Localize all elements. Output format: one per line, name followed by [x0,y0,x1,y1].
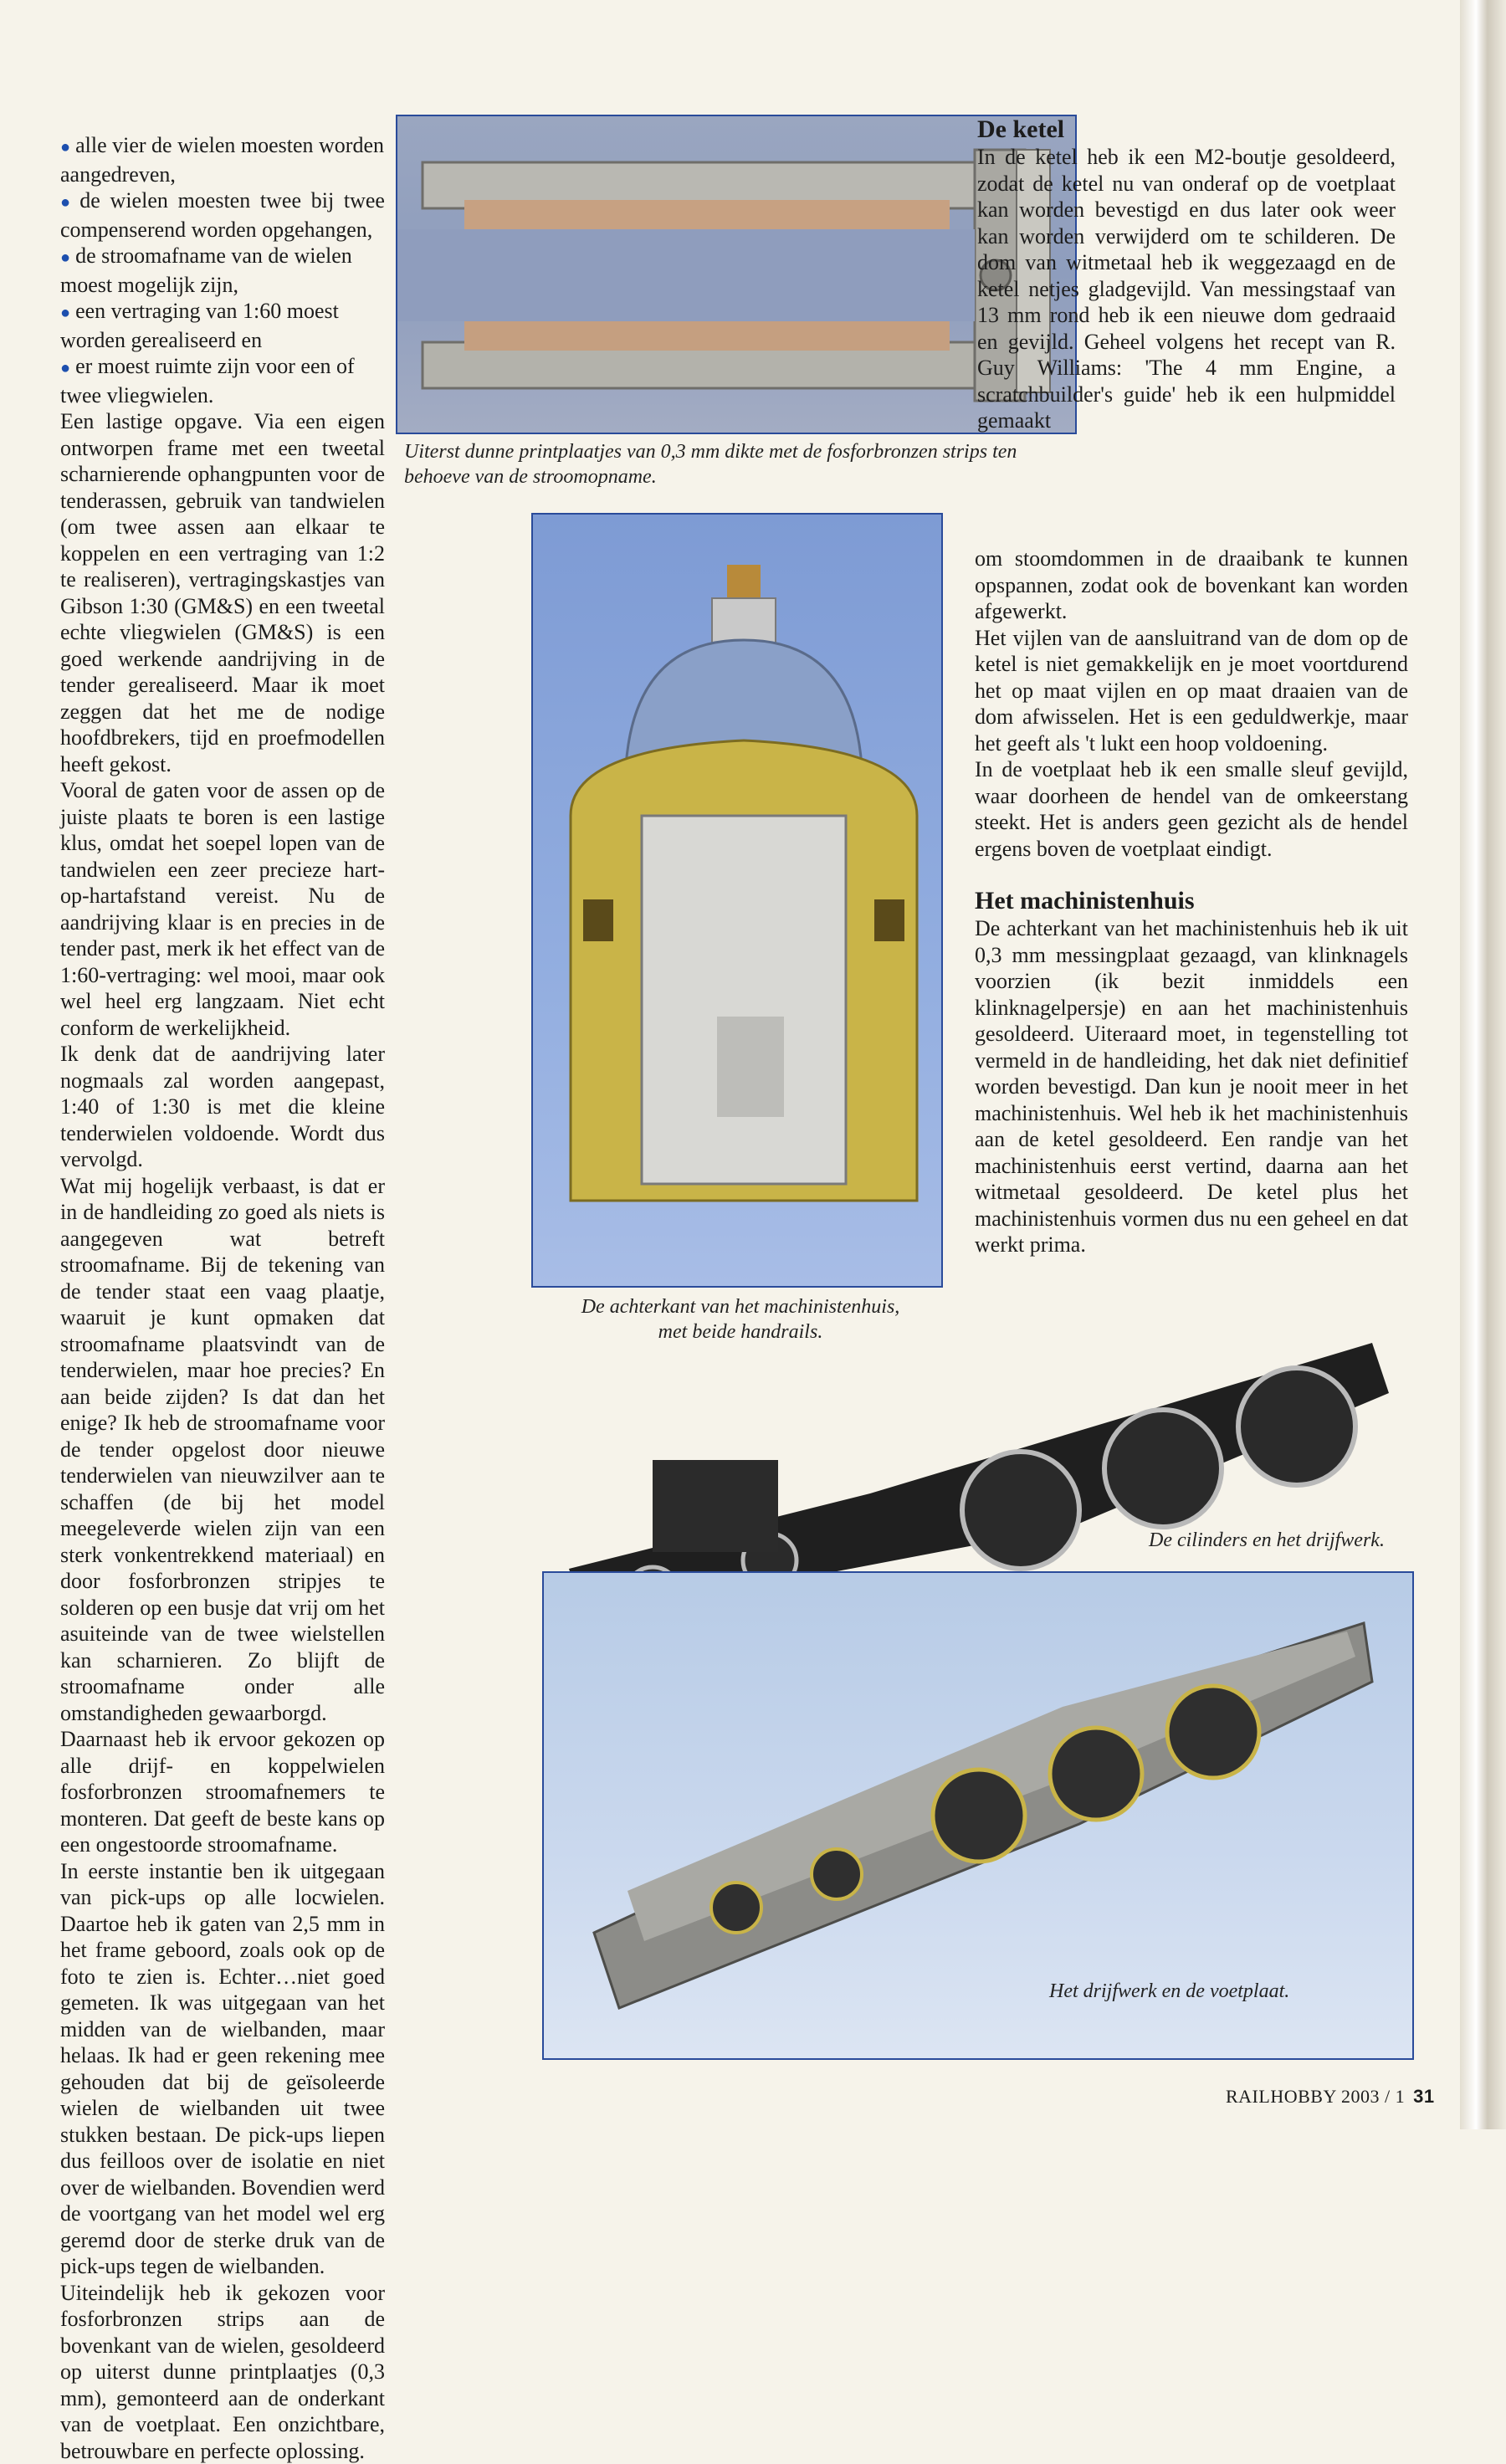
body-paragraph: Uiteindelijk heb ik gekozen voor fosforbronzen strips aan de bovenkant van de wielen, gesoldeerd op uiterst dunne printplaatjes (0,3 mm), gemonteerd aan de onderkant van de voetplaat. Een onzichtbare, betrouwbare en perfecte oplossing. [60,2280,385,2464]
bullet-item: ● er moest ruimte zijn voor een of twee vliegwielen. [60,353,385,408]
section-heading: Het machinistenhuis [975,887,1408,915]
body-paragraph: In de ketel heb ik een M2-boutje gesoldeerd, zodat de ketel nu van onderaf op de voetplaat kan worden bevestigd en dus later ook weer kan worden verwijderd om te schilderen. De dom van witmetaal heb ik weggezaagd en de ketel netjes gladgevijld. Van messingstaaf van 13 mm rond heb ik een nieuwe dom gedraaid en gevijld. Geheel volgens het recept van R. Guy Williams: 'The 4 mm Engine, a scratchbuilder's guide' heb ik een hulpmiddel gemaakt [977,144,1396,434]
bullet-item: ● een vertraging van 1:60 moest worden gerealiseerd en [60,298,385,353]
photo-frame-pickups [396,115,1077,434]
bullet-icon: ● [60,359,70,377]
ketel-section [977,115,1408,434]
bullet-icon: ● [60,248,70,267]
photo-cab-rear [531,513,943,1288]
body-paragraph: Een lastige opgave. Via een eigen ontworpen frame met een tweetal scharnierende ophangpunten voor de tenderassen, gebruik van tandwielen (om twee assen aan elkaar te koppelen en een vertraging van 1:2 te realiseren), vertragingskastjes van Gibson 1:30 (GM&S) en een tweetal echte vliegwielen (GM&S) is een goed werkende aandrijving in de tender gerealiseerd. Maar ik moet zeggen dat het me de nodige hoofdbrekers, tijd en proefmodellen heeft gekost. [60,408,385,777]
ketel-section-wide [975,546,1408,1258]
bullet-icon: ● [60,193,74,212]
caption-photo3: De cilinders en het drijfwerk. [1149,1528,1416,1553]
cab-illustration [533,515,941,1286]
body-paragraph: Het vijlen van de aansluitrand van de dom op de ketel is niet gemakkelijk en je moet voortdurend het op maat vijlen en op maat draaien van de dom afwisselen. Het is een geduldwerkje, maar het geeft als 't lukt een hoop voldoening. [975,625,1408,757]
body-paragraph: Vooral de gaten voor de assen op de juiste plaats te boren is een lastige klus, omdat het soepel lopen van de tandwielen een zeer precieze hart-op-hartafstand vereist. Nu de aandrijving klaar is en precies in de tender past, merk ik het effect van de 1:60-vertraging: wel mooi, maar ook wel heel erg langzaam. Niet echt conform de werkelijkheid. [60,777,385,1041]
bullet-icon: ● [60,304,70,322]
bullet-item: ● de stroomafname van de wielen moest mogelijk zijn, [60,243,385,298]
caption-photo2: De achterkant van het machinistenhuis, met beide handrails. [561,1294,920,1345]
body-paragraph: Daarnaast heb ik ervoor gekozen op alle drijf- en koppelwielen fosforbronzen stroomafnemers te monteren. Dat geeft de beste kans op een ongestoorde stroomafname. [60,1726,385,1858]
body-paragraph: om stoomdommen in de draaibank te kunnen opspannen, zodat ook de bovenkant kan worden afgewerkt. [975,546,1408,625]
body-paragraph: Wat mij hogelijk verbaast, is dat er in de handleiding zo goed als niets is aangegeven wat betreft stroomafname. Bij de tekening van de tender staat een vaag plaatje, waaruit je kunt opmaken dat stroomafname plaatsvindt van de tenderwielen, maar hoe precies? En aan beide zijden? Is dat dan het enige? Ik heb de stroomafname voor de tender opgelost door nieuwe tenderwielen van nieuwzilver aan te schaffen (de bij het model meegeleverde wielen zijn van een sterk vonkentrekkend materiaal) en door fosforbronzen stripjes te solderen op een busje dat vrij om het asuiteinde van de twee wielstellen kan scharnieren. Zo blijft de stroomafname onder alle omstandigheden gewaarborgd. [60,1173,385,1727]
magazine-issue: RAILHOBBY 2003 / 1 [1226,2086,1405,2107]
page-footer [1226,2086,1435,2108]
left-column [60,132,385,2464]
caption-photo4: Het drijfwerk en de voetplaat. [1049,1979,1350,2004]
body-paragraph: In eerste instantie ben ik uitgegaan van pick-ups op alle locwielen. Daartoe heb ik gaten van 2,5 mm in het frame geboord, zoals ook op de foto te zien is. Echter…niet goed gemeten. Ik was uitgegaan van het midden van de wielbanden, maar helaas. Ik had er geen rekening mee gehouden dat bij de geïsoleerde wielen de wielbanden uit twee stukken bestaan. De pick-ups liepen dus feilloos over de isolatie en niet over de wielbanden. Bovendien werd de voortgang van het model wel erg geremd door de sterke druk van de pick-ups tegen de wielbanden. [60,1858,385,2280]
bullet-item: ● de wielen moesten twee bij twee compenserend worden opgehangen, [60,187,385,243]
caption-photo1: Uiterst dunne printplaatjes van 0,3 mm dikte met de fosforbronzen strips ten behoeve van de stroomopname. [404,439,1082,489]
section-heading: De ketel [977,115,1408,144]
body-paragraph: De achterkant van het machinistenhuis heb ik uit 0,3 mm messingplaat gezaagd, van klinknagels voorzien (ik bezit inmiddels een klinknagelpersje) en aan het machinistenhuis gesoldeerd. Uiteraard moet, in tegenstelling tot vermeld in de handleiding, het dak niet definitief worden bevestigd. Dan kun je nooit meer in het machinistenhuis. Wel heb ik het machinistenhuis aan de ketel gesoldeerd. Een randje van het machinistenhuis eerst vertind, daarna aan het witmetaal gesoldeerd. De ketel plus het machinistenhuis vormen dus nu een geheel en dat werkt prima. [975,915,1408,1258]
page-number: 31 [1413,2086,1434,2107]
body-paragraph: Ik denk dat de aandrijving later nogmaals zal worden aangepast, 1:40 of 1:30 is met die kleine tenderwielen voldoende. Wordt dus vervolgd. [60,1041,385,1173]
frame-illustration [397,116,1075,433]
bullet-item: ● alle vier de wielen moesten worden aangedreven, [60,132,385,187]
body-paragraph: In de voetplaat heb ik een smalle sleuf gevijld, waar doorheen de hendel van de omkeerstang steekt. Het is anders geen gezicht als de hendel ergens boven de voetplaat eindigt. [975,756,1408,862]
bullet-icon: ● [60,138,70,156]
page-edge [1460,0,1506,2129]
